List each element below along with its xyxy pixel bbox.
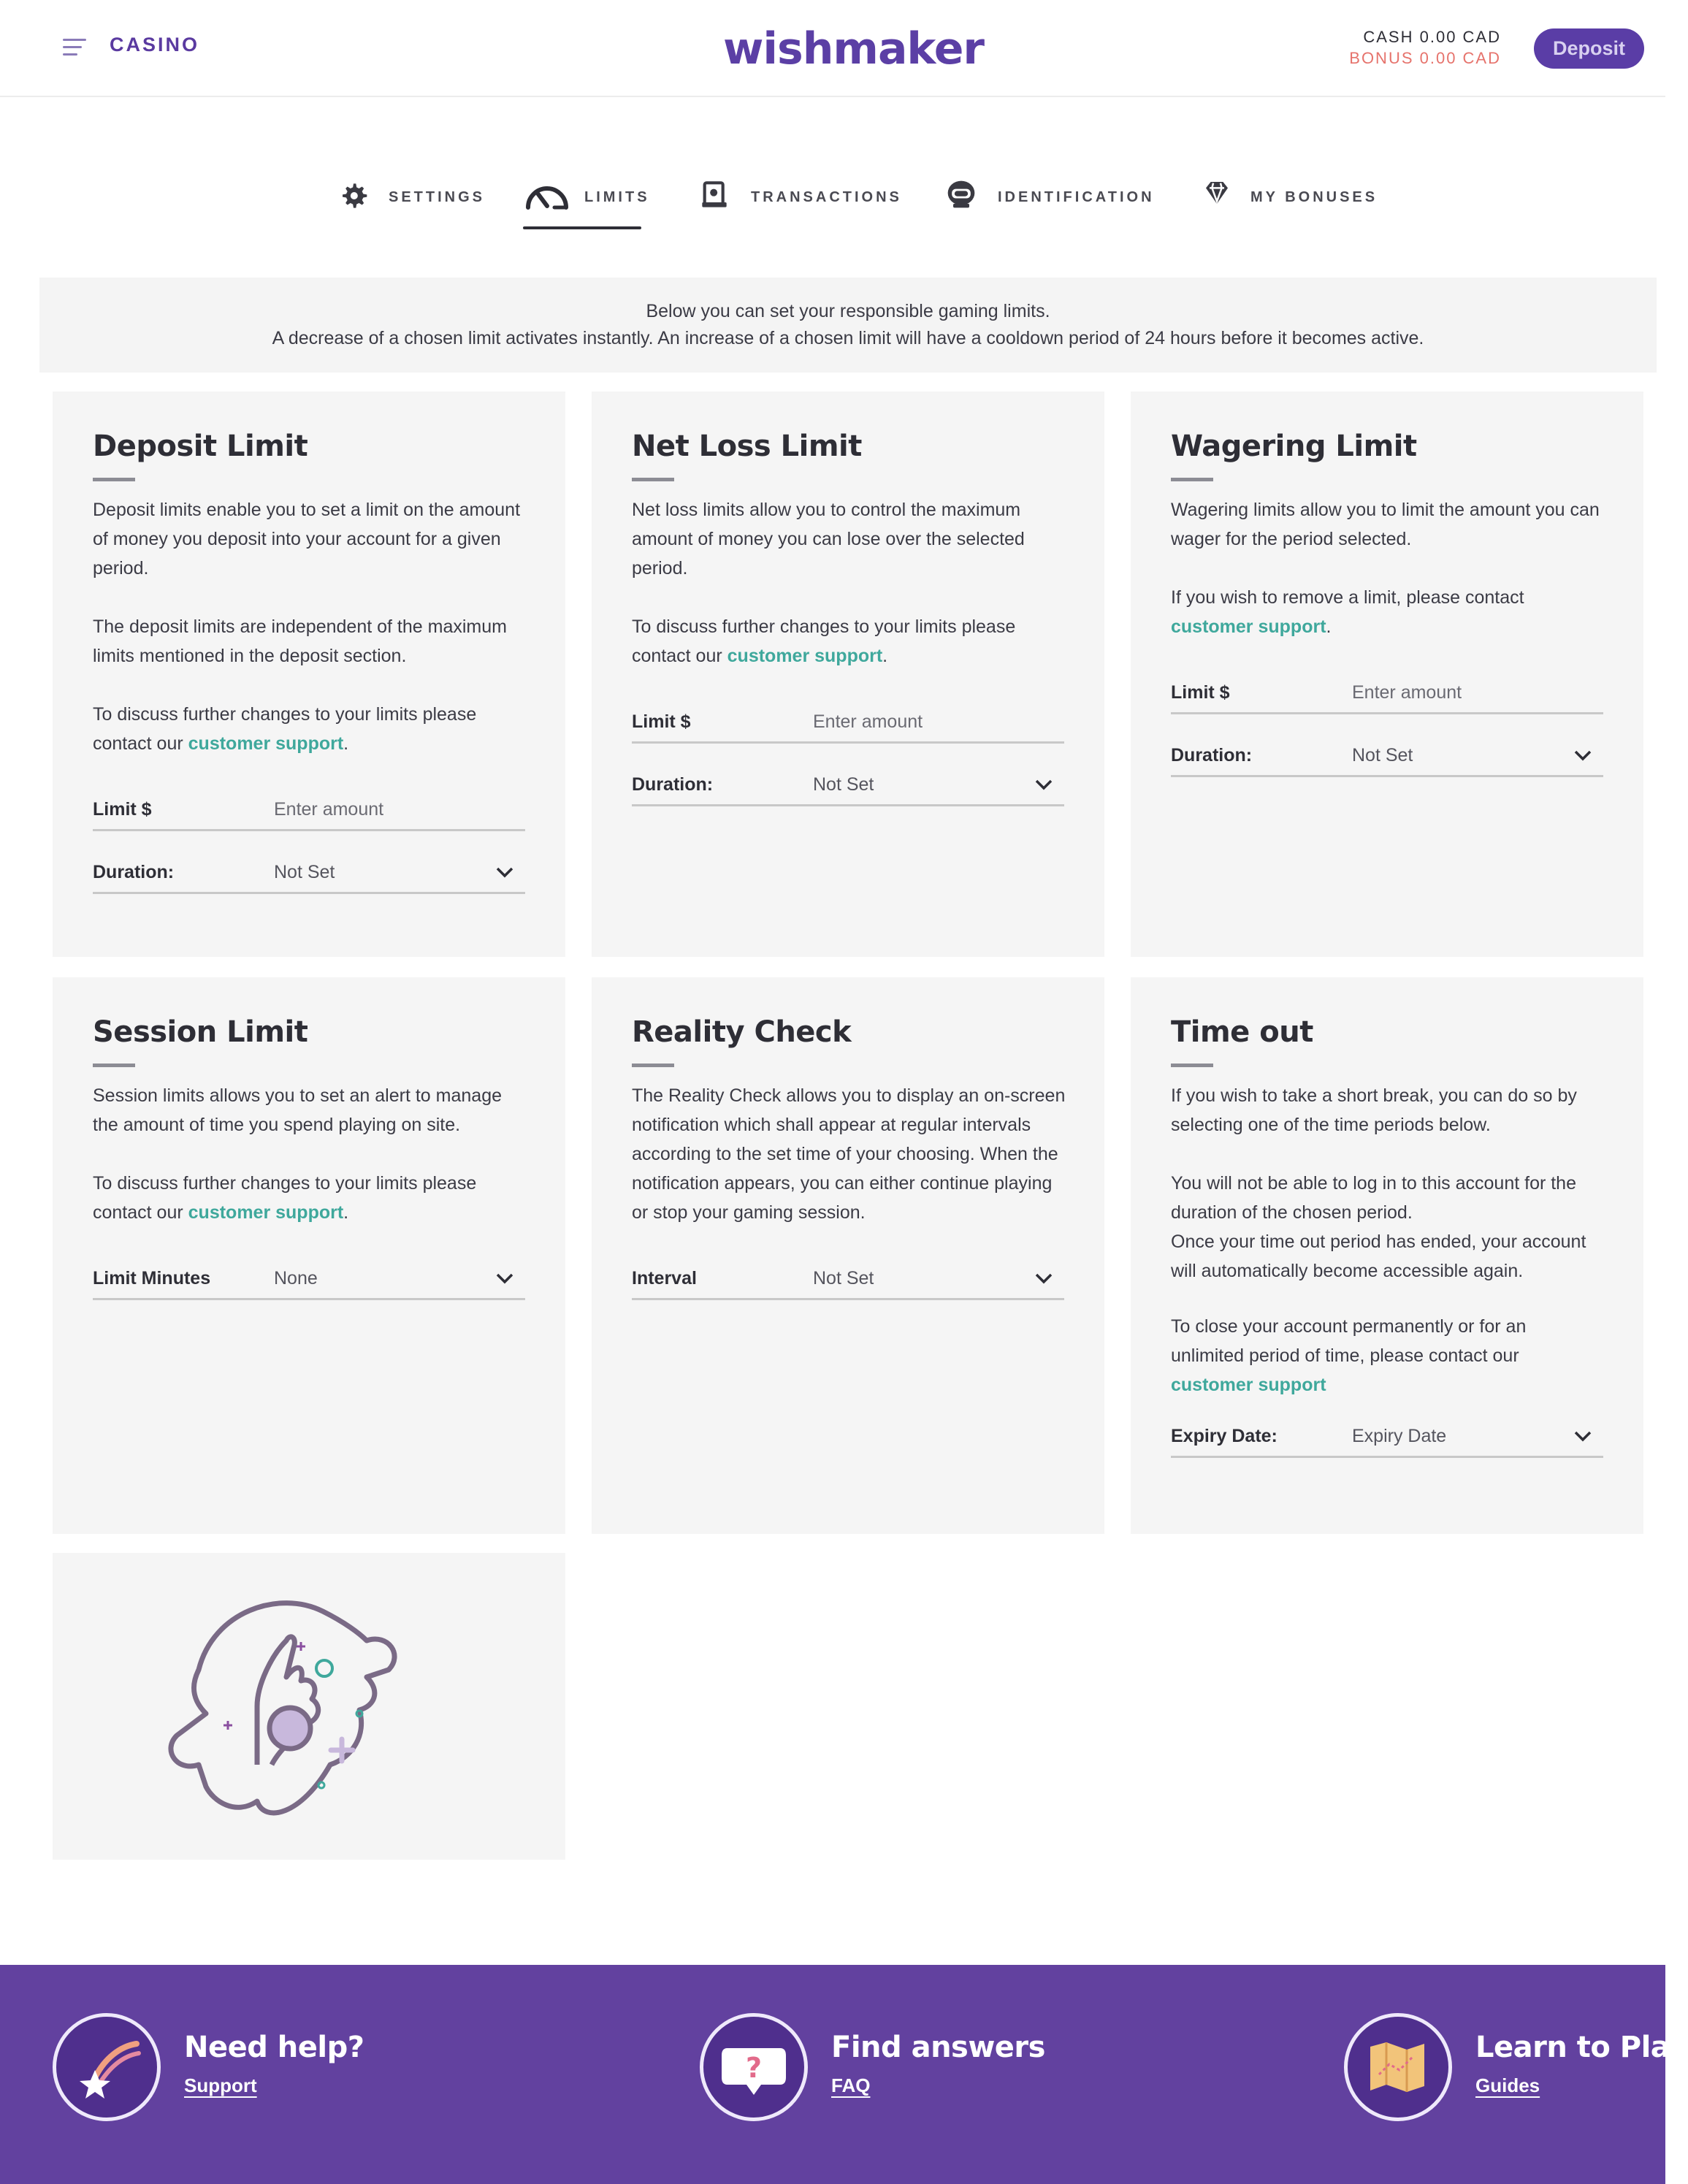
faq-link[interactable]: FAQ	[831, 2074, 871, 2096]
limit-minutes-value: None	[274, 1268, 318, 1288]
deposit-button[interactable]: Deposit	[1534, 28, 1644, 69]
top-header	[0, 0, 1665, 97]
interval-label: Interval	[632, 1268, 697, 1288]
ok-hand-illustration	[148, 1582, 454, 1830]
footer-title: Need help?	[184, 2031, 364, 2064]
title-divider	[1171, 478, 1213, 481]
wishmaker-logo[interactable]	[723, 23, 985, 76]
tab-identification[interactable]	[945, 175, 1155, 240]
tab-limits-label: LIMITS	[584, 189, 650, 205]
customer-support-link[interactable]: customer support	[727, 646, 883, 666]
text-fragment: .	[343, 733, 349, 754]
title-divider	[632, 1064, 674, 1067]
net-loss-limit-card	[592, 392, 1104, 957]
wagering-limit-field[interactable]	[1171, 676, 1603, 714]
net-loss-limit-field[interactable]	[632, 706, 1064, 744]
card-title: Time out	[1171, 1015, 1313, 1049]
tab-transactions-label: TRANSACTIONS	[751, 189, 902, 205]
description-paragraph	[1171, 583, 1609, 641]
limit-minutes-label: Limit Minutes	[93, 1268, 211, 1288]
title-divider	[93, 478, 135, 481]
limits-info-banner	[39, 278, 1657, 373]
help-footer	[0, 1965, 1688, 2184]
description-paragraph: If you wish to take a short break, you can do so by selecting one of the time periods below.	[1171, 1085, 1577, 1135]
tab-settings-label: SETTINGS	[389, 189, 486, 205]
text-fragment: .	[1326, 616, 1332, 637]
text-fragment: To close your account permanently or for an unlimited period of time, please contact our	[1171, 1316, 1527, 1366]
limit-amount-input[interactable]: Enter amount	[274, 799, 384, 820]
account-tabs	[0, 175, 1665, 241]
diamond-icon	[1201, 178, 1233, 207]
duration-label: Duration:	[632, 774, 714, 795]
card-title: Wagering Limit	[1171, 429, 1417, 463]
deposit-duration-select[interactable]	[93, 856, 525, 894]
customer-support-link[interactable]: customer support	[1171, 616, 1326, 637]
description-paragraph	[1171, 1169, 1602, 1286]
deposit-limit-field[interactable]	[93, 793, 525, 831]
card-description	[93, 1081, 531, 1227]
tab-limits[interactable]	[523, 175, 650, 240]
description-paragraph	[1171, 1312, 1602, 1400]
balance-display	[1349, 26, 1501, 69]
time-out-expiry-select[interactable]	[1171, 1420, 1603, 1458]
description-paragraph	[632, 612, 1070, 671]
duration-label: Duration:	[93, 862, 175, 882]
text-fragment: If you wish to remove a limit, please contact	[1171, 587, 1524, 608]
expiry-date-label: Expiry Date:	[1171, 1426, 1278, 1446]
chevron-down-icon	[1035, 779, 1053, 790]
text-fragment: To discuss further changes to your limits please contact our	[632, 616, 1016, 666]
chevron-down-icon	[1574, 749, 1592, 761]
shooting-star-icon	[53, 2013, 161, 2121]
gear-icon	[339, 181, 368, 210]
text-fragment: You will not be able to log in to this account for the duration of the chosen period.	[1171, 1173, 1576, 1223]
deposit-limit-card	[53, 392, 565, 957]
expiry-date-value: Expiry Date	[1352, 1426, 1447, 1446]
id-icon	[945, 178, 977, 210]
tab-identification-label: IDENTIFICATION	[998, 189, 1155, 205]
logo-text: wishmaker	[723, 23, 985, 75]
customer-support-link[interactable]: customer support	[188, 733, 344, 754]
limit-amount-input[interactable]: Enter amount	[1352, 682, 1462, 703]
map-icon	[1344, 2013, 1452, 2121]
reality-check-interval-select[interactable]	[632, 1262, 1064, 1300]
question-bubble-icon	[700, 2013, 808, 2121]
description-paragraph: The deposit limits are independent of the maximum limits mentioned in the deposit section.	[93, 616, 507, 666]
card-description	[1171, 1081, 1602, 1400]
duration-value: Not Set	[813, 774, 874, 795]
text-fragment: .	[343, 1202, 349, 1223]
tab-my-bonuses-label: MY BONUSES	[1250, 189, 1378, 205]
support-link[interactable]: Support	[184, 2074, 257, 2096]
card-title: Net Loss Limit	[632, 429, 862, 463]
wagering-limit-card	[1131, 392, 1643, 957]
net-loss-duration-select[interactable]	[632, 768, 1064, 806]
chevron-down-icon	[496, 1272, 513, 1284]
chevron-down-icon	[1574, 1430, 1592, 1442]
menu-icon[interactable]	[63, 39, 86, 56]
banner-line-2: A decrease of a chosen limit activates instantly. An increase of a chosen limit will have a cooldown period of 24 hours before it becomes active.	[272, 328, 1424, 348]
cash-balance: CASH 0.00 CAD	[1363, 28, 1501, 46]
svg-text:?: ?	[745, 2052, 763, 2084]
limit-label: Limit $	[632, 711, 691, 732]
text-fragment: Once your time out period has ended, your account will automatically become accessible again.	[1171, 1232, 1586, 1281]
guides-link[interactable]: Guides	[1475, 2074, 1540, 2096]
card-description	[632, 495, 1070, 671]
chevron-down-icon	[496, 866, 513, 878]
gauge-icon	[523, 178, 571, 213]
duration-label: Duration:	[1171, 745, 1253, 765]
banner-line-1: Below you can set your responsible gaming limits.	[646, 301, 1050, 321]
bonus-balance: BONUS 0.00 CAD	[1349, 49, 1501, 67]
duration-value: Not Set	[1352, 745, 1413, 765]
card-title: Reality Check	[632, 1015, 852, 1049]
text-fragment: .	[882, 646, 888, 666]
interval-value: Not Set	[813, 1268, 874, 1288]
text-fragment: To discuss further changes to your limits please contact our	[93, 1173, 477, 1223]
card-title: Session Limit	[93, 1015, 308, 1049]
reality-check-card	[592, 977, 1104, 1534]
receipt-icon	[700, 178, 729, 212]
footer-title: Find answers	[831, 2031, 1045, 2064]
description-paragraph	[93, 700, 531, 758]
text-fragment: To discuss further changes to your limits please contact our	[93, 704, 477, 754]
session-limit-card	[53, 977, 565, 1534]
customer-support-link[interactable]: customer support	[1171, 1375, 1326, 1395]
footer-title: Learn to Play	[1475, 2031, 1688, 2064]
limit-label: Limit $	[93, 799, 152, 820]
card-title: Deposit Limit	[93, 429, 308, 463]
description-paragraph: The Reality Check allows you to display an on-screen notification which shall appear at regular intervals according to the set time of your choosing. When the notification appears, you can either continue playing or stop your gaming session.	[632, 1085, 1066, 1223]
description-paragraph: Deposit limits enable you to set a limit on the amount of money you deposit into your account for a given period.	[93, 500, 521, 579]
card-description	[632, 1081, 1070, 1227]
tab-my-bonuses[interactable]	[1201, 175, 1376, 240]
title-divider	[93, 1064, 135, 1067]
card-description	[93, 495, 531, 758]
illustration-card	[53, 1553, 565, 1860]
description-paragraph: Session limits allows you to set an alert to manage the amount of time you spend playing on site.	[93, 1085, 502, 1135]
title-divider	[1171, 1064, 1213, 1067]
title-divider	[632, 478, 674, 481]
session-minutes-select[interactable]	[93, 1262, 525, 1300]
customer-support-link[interactable]: customer support	[188, 1202, 344, 1223]
tab-transactions[interactable]	[700, 175, 902, 240]
wagering-duration-select[interactable]	[1171, 739, 1603, 777]
card-description	[1171, 495, 1609, 641]
limit-amount-input[interactable]: Enter amount	[813, 711, 923, 732]
active-tab-indicator	[523, 226, 641, 229]
description-paragraph	[93, 1169, 531, 1227]
tab-settings[interactable]	[336, 175, 486, 240]
description-paragraph: Wagering limits allow you to limit the amount you can wager for the period selected.	[1171, 500, 1600, 549]
casino-nav-link[interactable]: CASINO	[110, 34, 200, 56]
duration-value: Not Set	[274, 862, 335, 882]
limit-label: Limit $	[1171, 682, 1230, 703]
time-out-card	[1131, 977, 1643, 1534]
chevron-down-icon	[1035, 1272, 1053, 1284]
description-paragraph: Net loss limits allow you to control the maximum amount of money you can lose over the selected period.	[632, 500, 1025, 579]
